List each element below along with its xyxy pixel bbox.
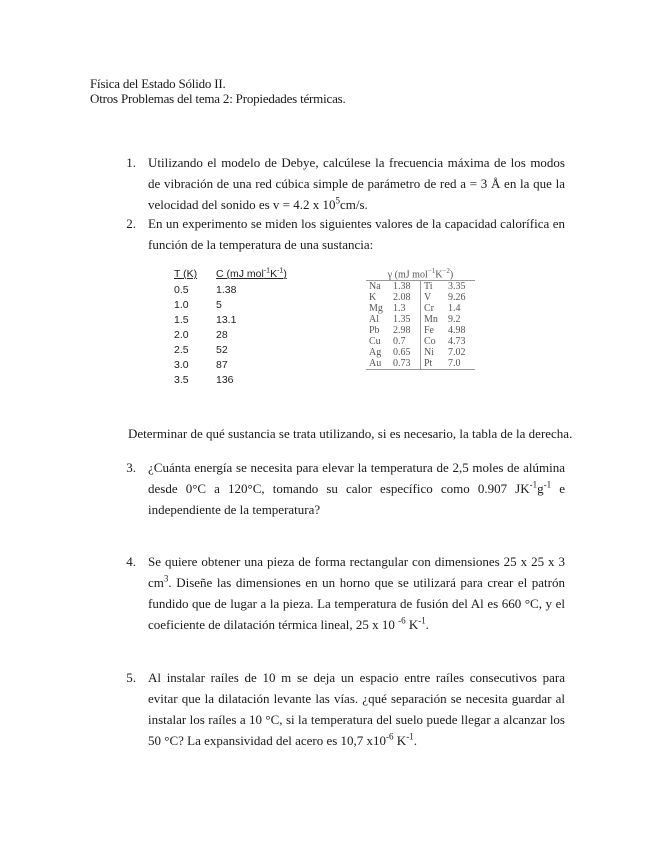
problem-1: [128, 152, 565, 215]
problem-text: Utilizando el modelo de Debye, calcúlese la frecuencia máxima de los modos de vibración de una red cúbica simple de parámetro de red a = 3 Å en la que la velocidad del sonido es v = 4.2 x $10^5cm/s$.: [148, 155, 565, 212]
table-row: Al 1.35 Mn 9.2: [369, 314, 461, 326]
problem-number: 4.: [126, 554, 136, 569]
heat-capacity-table: [170, 266, 292, 387]
table-row: 0.5 1.38: [174, 283, 237, 296]
gamma-coefficients-table: [366, 266, 475, 370]
table-row: Cu 0.7 Co 4.73: [369, 336, 466, 348]
problem-text: Se quiere obtener una pieza de forma rectangular con dimensiones 25 x 25 x 3 $cm^3$. Diseñe las dimensiones en un horno que se utilizará para crear el patrón fundido que de lugar a la pieza. La temperatura de fusión del Al es 660 °C, y el coeficiente de dilatación térmica lineal, 25 x 10 $^{-6}$ $K^{-1}$.: [148, 554, 565, 632]
course-title: Física del Estado Sólido II.: [90, 76, 226, 91]
table-row: Pb 2.98 Fe 4.98: [369, 325, 466, 337]
document-header: [90, 76, 346, 106]
problem-2-continuation: Determinar de qué sustancia se trata utilizando, si es necesario, la tabla de la derecha.: [128, 426, 573, 441]
problem-number: 2.: [126, 216, 136, 231]
table-row: Au 0.73 Pt 7.0: [366, 358, 475, 370]
problem-5: [128, 667, 565, 751]
problem-2: [128, 213, 565, 255]
column-header-c: C (mJ $mol^{-1}K^{-1}$): [216, 267, 287, 281]
table-row: 1.5 13.1: [174, 313, 237, 326]
table-caption: γ (mJ $mol^{-1}K^{-2}$): [366, 266, 475, 281]
table-row: 3.0 87: [174, 358, 228, 371]
column-header-t: T (K): [174, 268, 198, 280]
problem-number: 5.: [126, 670, 136, 685]
table-row: Mg 1.3 Cr 1.4: [369, 303, 461, 315]
table-header-row: [170, 266, 292, 282]
problem-text: ¿Cuánta energía se necesita para elevar la temperatura de 2,5 moles de alúmina desde 0°C a 120°C, tomando su calor específico como 0.907 $JK^{-1}g^{-1}$ e independiente de la temperatura?: [148, 460, 565, 517]
problem-set-title: Otros Problemas del tema 2: Propiedades térmicas.: [90, 91, 346, 106]
table-row: 2.0 28: [174, 328, 228, 341]
table-row: K 2.08 V 9.26: [369, 292, 466, 304]
table-row: 3.5 136: [174, 373, 234, 386]
problem-text: Al instalar raíles de 10 m se deja un espacio entre raíles consecutivos para evitar que la dilatación levante las vías. ¿qué separación se necesita guardar al instalar los raíles a 10 °C, si la temperatura del suelo puede llegar a alcanzar los 50 °C? La expansividad del acero es 10,7 $x10^{-6}$ $K^{-1}$.: [148, 670, 565, 748]
table-row: 2.5 52: [174, 343, 228, 356]
table-row: Na 1.38 Ti 3.35: [369, 281, 466, 293]
problem-number: 1.: [126, 155, 136, 170]
problem-3: [128, 457, 565, 520]
table-row: 1.0 5: [174, 298, 222, 311]
problem-4: [128, 551, 565, 635]
problem-number: 3.: [126, 460, 136, 475]
table-row: Ag 0.65 Ni 7.02: [369, 347, 466, 359]
problem-text: En un experimento se miden los siguientes valores de la capacidad calorífica en función de la temperatura de una sustancia:: [148, 216, 565, 252]
